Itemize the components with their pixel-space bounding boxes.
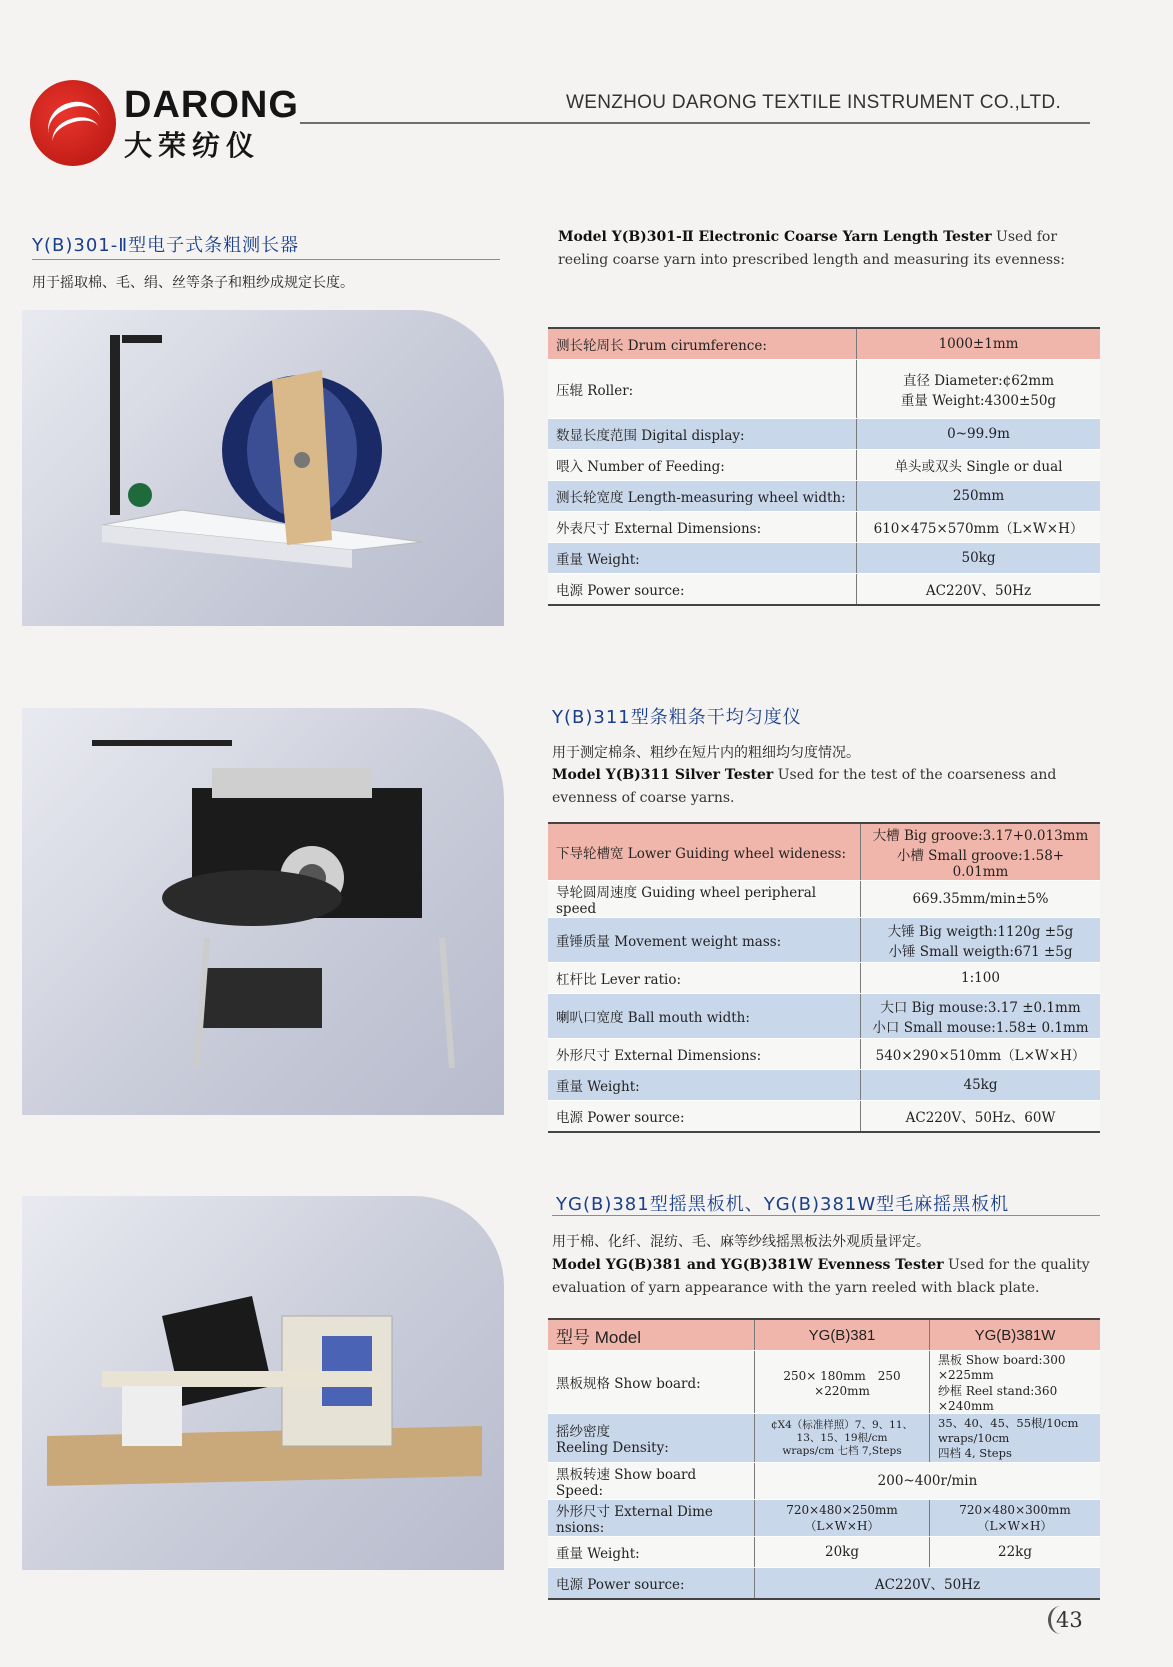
spec-label: [548, 1414, 755, 1463]
section3-title: YG(B)381型摇黑板机、YG(B)381W型毛麻摇黑板机: [556, 1194, 1010, 1215]
section1-cn-desc: 用于摇取棉、毛、绢、丝等条子和粗纱成规定长度。: [32, 275, 354, 291]
spec-value-line: 大锤 Big weigth:1120g ±5g: [887, 924, 1074, 940]
section3-spec-table: [548, 1318, 1100, 1600]
spec-value: [930, 1414, 1101, 1463]
section3-product-photo: [22, 1196, 504, 1570]
page-number: 43: [1056, 1608, 1083, 1632]
spec-label: 黑板转速 Show board Speed:: [548, 1463, 755, 1500]
spec-value-line: 大口 Big mouse:3.17 ±0.1mm: [880, 1000, 1081, 1016]
section2-en-desc: [552, 764, 1098, 810]
spec-row: [548, 963, 1100, 994]
section2-product-photo: [22, 708, 504, 1115]
spec-value: 20kg: [755, 1537, 930, 1568]
spec-value: 45kg: [861, 1070, 1101, 1101]
spec-value-line: 小口 Small mouse:1.58± 0.1mm: [872, 1020, 1089, 1036]
section3-divider: [552, 1215, 1100, 1216]
spec-row: [548, 1101, 1100, 1133]
spec-value: [857, 360, 1101, 419]
spec-header-col2: YG(B)381W: [930, 1319, 1101, 1351]
spec-label: 外表尺寸 External Dimensions:: [548, 512, 857, 543]
spec-label: 外形尺寸 External Dimensions:: [548, 1039, 861, 1070]
section1-title: Y(B)301-Ⅱ型电子式条粗测长器: [32, 235, 300, 256]
section3-en-desc: [552, 1254, 1098, 1300]
spec-value: 50kg: [857, 543, 1101, 574]
spec-value-line: 重量 Weight:4300±50g: [900, 393, 1057, 409]
spec-value: 250mm: [857, 481, 1101, 512]
spec-value-line: 四档 4, Steps: [938, 1446, 1012, 1460]
spec-row: [548, 360, 1100, 419]
spec-value-line: 35、40、45、55根/10cm wraps/10cm: [938, 1416, 1079, 1445]
spec-row: [548, 450, 1100, 481]
spec-value: 669.35mm/min±5%: [861, 881, 1101, 918]
spec-label: 重锤质量 Movement weight mass:: [548, 918, 861, 963]
spec-value: 720×480×300mm（L×W×H）: [930, 1500, 1101, 1537]
spec-value: 单头或双头 Single or dual: [857, 450, 1101, 481]
spec-value-line: 黑板 Show board:300 ×225mm: [938, 1353, 1066, 1382]
spec-value: 1:100: [861, 963, 1101, 994]
spec-value: 0~99.9m: [857, 419, 1101, 450]
spec-value-line: 大槽 Big groove:3.17+0.013mm: [872, 828, 1089, 844]
section2-cn-desc: 用于测定棉条、粗纱在短片内的粗细均匀度情况。: [552, 745, 860, 761]
spec-label: 喇叭口宽度 Ball mouth width:: [548, 994, 861, 1039]
section1-usage: Used for reeling coarse yarn into prescribed length and measuring its evenness:: [558, 229, 1066, 268]
section1-divider: [32, 259, 500, 260]
spec-value: 1000±1mm: [857, 328, 1101, 360]
spec-row: [548, 1463, 1100, 1500]
spec-row: [548, 1351, 1100, 1414]
spec-row: [548, 512, 1100, 543]
spec-value: AC220V、50Hz、60W: [861, 1101, 1101, 1133]
spec-value: AC220V、50Hz: [755, 1568, 1101, 1600]
section1-model: Model Y(B)301-Ⅱ Electronic Coarse Yarn Length Tester: [558, 229, 992, 245]
spec-header-model: 型号 Model: [548, 1319, 755, 1351]
spec-value: [930, 1351, 1101, 1414]
spec-label: 测长轮周长 Drum cirumference:: [548, 328, 857, 360]
spec-value: 22kg: [930, 1537, 1101, 1568]
spec-label: 下导轮槽宽 Lower Guiding wheel wideness:: [548, 823, 861, 881]
spec-value-line: ¢X4（标准样照）7、9、11、13、15、19根/cm: [770, 1418, 914, 1444]
spec-value-line: 小槽 Small groove:1.58+ 0.01mm: [896, 848, 1065, 880]
spec-label: 重量 Weight:: [548, 543, 857, 574]
spec-label: 黑板规格 Show board:: [548, 1351, 755, 1414]
length-tester-illustration: [22, 310, 504, 626]
spec-value: 720×480×250mm（L×W×H）: [755, 1500, 930, 1537]
brand-name-cn: 大荣纺仪: [124, 129, 261, 162]
spec-row: [548, 543, 1100, 574]
spec-label: 重量 Weight:: [548, 1537, 755, 1568]
spec-row: [548, 1414, 1100, 1463]
spec-value-line: wraps/cm 七档 7,Steps: [782, 1444, 902, 1457]
spec-value-line: 小锤 Small weigth:671 ±5g: [888, 944, 1073, 960]
spec-value-line: 直径 Diameter:¢62mm: [902, 373, 1055, 389]
section1-en-desc: [558, 226, 1098, 272]
spec-label: 测长轮宽度 Length-measuring wheel width:: [548, 481, 857, 512]
section3-cn-desc: 用于棉、化纤、混纺、毛、麻等纱线摇黑板法外观质量评定。: [552, 1234, 930, 1250]
spec-label-line: 摇纱密度: [556, 1424, 610, 1440]
spec-label: 压辊 Roller:: [548, 360, 857, 419]
spec-header-col1: YG(B)381: [755, 1319, 930, 1351]
spec-value: AC220V、50Hz: [857, 574, 1101, 606]
spec-value: [755, 1414, 930, 1463]
spec-label: 重量 Weight:: [548, 1070, 861, 1101]
section2-usage: Used for the test of the coarseness and evenness of coarse yarns.: [552, 767, 1057, 806]
spec-row: [548, 994, 1100, 1039]
spec-label: 导轮圆周速度 Guiding wheel peripheral speed: [548, 881, 861, 918]
header-divider: [300, 122, 1090, 124]
spec-row: [548, 918, 1100, 963]
spec-label: 电源 Power source:: [548, 574, 857, 606]
spec-value: [861, 823, 1101, 881]
spec-value: 250× 180mm 250 ×220mm: [755, 1351, 930, 1414]
black-board-winder-illustration: [22, 1196, 504, 1570]
spec-value-line: 纱框 Reel stand:360 ×240mm: [938, 1384, 1058, 1413]
spec-value: [861, 918, 1101, 963]
spec-value: 540×290×510mm（L×W×H）: [861, 1039, 1101, 1070]
spec-label: 外形尺寸 External Dime nsions:: [548, 1500, 755, 1537]
section2-model: Model Y(B)311 Silver Tester: [552, 767, 774, 783]
brand-logo-icon: [30, 80, 116, 166]
brand-name-en: DARONG: [124, 84, 299, 126]
section2-spec-table: [548, 822, 1100, 1133]
spec-row: [548, 823, 1100, 881]
section2-title: Y(B)311型条粗条干均匀度仪: [552, 707, 802, 728]
section1-spec-table: [548, 327, 1100, 606]
spec-row: [548, 419, 1100, 450]
spec-row: [548, 481, 1100, 512]
spec-value: 200~400r/min: [755, 1463, 1101, 1500]
spec-label: 电源 Power source:: [548, 1568, 755, 1600]
spec-value: [861, 994, 1101, 1039]
spec-row: [548, 1070, 1100, 1101]
spec-row: [548, 1039, 1100, 1070]
spec-label: 喂入 Number of Feeding:: [548, 450, 857, 481]
section3-usage: Used for the quality evaluation of yarn appearance with the yarn reeled with black plate.: [552, 1257, 1090, 1296]
spec-label: 电源 Power source:: [548, 1101, 861, 1133]
spec-row: [548, 881, 1100, 918]
spec-label: 数显长度范围 Digital display:: [548, 419, 857, 450]
spec-row: [548, 328, 1100, 360]
spec-label: 杠杆比 Lever ratio:: [548, 963, 861, 994]
spec-label-line: Reeling Density:: [556, 1440, 669, 1456]
spec-row: [548, 1568, 1100, 1600]
silver-tester-illustration: [22, 708, 504, 1115]
spec-value: 610×475×570mm（L×W×H）: [857, 512, 1101, 543]
spec-header-row: [548, 1319, 1100, 1351]
spec-row: [548, 1500, 1100, 1537]
section1-product-photo: [22, 310, 504, 626]
company-name: WENZHOU DARONG TEXTILE INSTRUMENT CO.,LTD.: [566, 92, 1062, 113]
spec-row: [548, 1537, 1100, 1568]
section3-model: Model YG(B)381 and YG(B)381W Evenness Tester: [552, 1257, 944, 1273]
spec-row: [548, 574, 1100, 606]
